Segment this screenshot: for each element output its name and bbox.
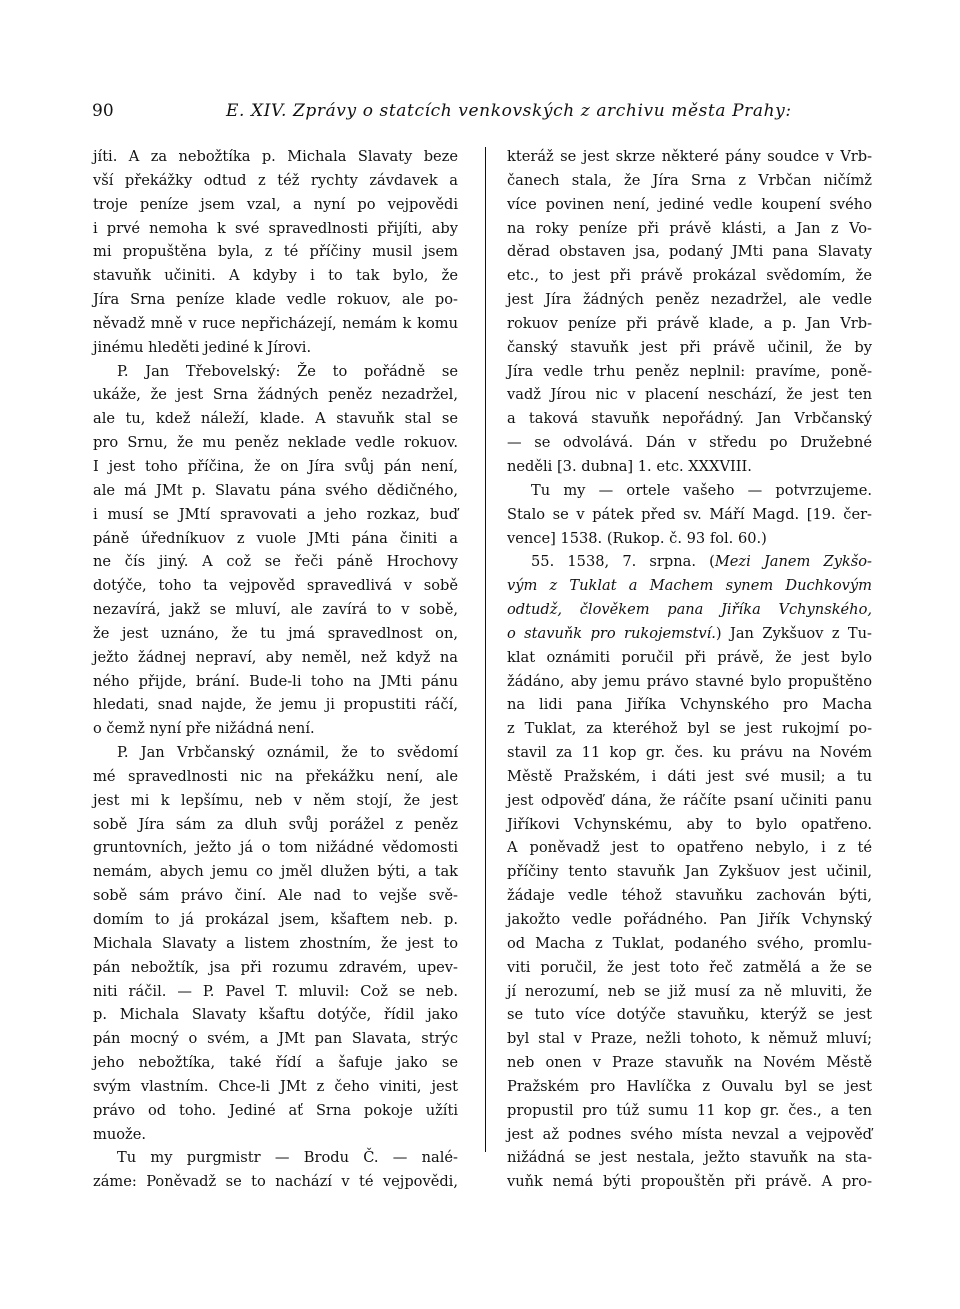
text-line: čanský stavuňk jest při právě učinil, že by <box>507 338 872 356</box>
text-line: Tu my purgmistr — Brodu Č. — nalé- <box>117 1149 458 1167</box>
column-divider <box>485 147 486 1152</box>
text-line: vuňk nemá býti propouštěn při právě. A pro- <box>507 1173 872 1191</box>
text-line: od Macha z Tuklat, podaného svého, promlu- <box>507 934 872 952</box>
text-line: — se odvolává. Dán v středu po Družebné <box>507 434 872 452</box>
text-line: právo od toho. Jediné ať Srna pokoje užíti <box>93 1101 458 1119</box>
text-line: jest až podnes svého místa nevzal a vejpověď <box>507 1125 872 1143</box>
text-line: na roky peníze při právě klásti, a Jan z Vo- <box>507 219 872 237</box>
left-column <box>93 145 458 1194</box>
text-line: jí nerozumí, neb se již musí za ně mluviti, že <box>507 982 872 1000</box>
text-line: Michala Slavaty a listem zhostním, že jest to <box>93 934 458 952</box>
text-line: ukáže, že jest Srna žádných peněz nezadržel, <box>93 386 458 404</box>
text-line: jíti. A za nebožtíka p. Michala Slavaty beze <box>93 148 458 165</box>
text-line: ježto žádnej nepraví, aby neměl, než když na <box>93 648 458 666</box>
text-fragment: ) Jan Zykšuov z Tu- <box>715 624 872 642</box>
text-line: vší překážky odtud z též rychty závdavek a <box>93 171 458 189</box>
text-line: Jíra vedle trhu peněz neplnil: pravíme, poně- <box>507 362 872 380</box>
text-line: troje peníze jsem vzal, a nyní po vejpovědi <box>93 195 458 213</box>
text-line: hledati, snad najde, že jemu ji propustiti ráčí, <box>93 696 458 714</box>
text-line: jinému hleděti jediné k Jírovi. <box>93 338 312 356</box>
text-line: pán mocný o svém, a JMt pan Slavata, strýc <box>93 1030 458 1048</box>
text-line: vadž Jírou nic v placení neschází, že jest ten <box>507 386 872 404</box>
text-line: Tu my — ortele vašeho — potvrzujeme. <box>531 481 872 499</box>
text-line: na lidi pana Jiříka Vchynského pro Macha <box>507 696 872 714</box>
text-line: nemám, abych jemu co jměl dlužen býti, a tak <box>93 863 458 881</box>
text-line: propustil pro túž sumu 11 kop gr. čes., a ten <box>507 1101 872 1119</box>
text-line: nižádná se jest nestala, ježto stavuňk na sta- <box>507 1149 872 1167</box>
text-line: mé spravedlnosti nic na překážku není, ale <box>93 767 458 785</box>
text-line: Pražském pro Havlíčka z Ouvalu byl se jest <box>507 1077 872 1095</box>
text-line: páně úředníkuov z vuole JMti pána činiti a <box>93 529 458 547</box>
text-line: příčiny tento stavuňk Jan Zykšuov jest učinil, <box>507 863 872 881</box>
text-line: více povinen není, jediné vedle koupení svého <box>507 195 872 213</box>
text-line: a taková stavuňk nepořádný. Jan Vrbčanský <box>507 410 872 428</box>
text-line: neb onen v Praze stavuňk na Novém Městě <box>507 1054 872 1072</box>
text-line: klat oznámiti poručil při právě, že jest bylo <box>507 648 872 666</box>
text-line: čanech stala, že Jíra Srna z Vrbčan ničímž <box>507 171 872 189</box>
text-line: ného přijde, brání. Bude-li toho na JMti pánu <box>93 672 458 690</box>
entry-summary: o stavuňk pro rukojemství. <box>507 624 716 642</box>
entry-summary: odtudž, člověkem pana Jiříka Vchynského, <box>507 601 872 619</box>
text-line: P. Jan Vrbčanský oznámil, že to svědomí <box>117 744 458 762</box>
text-line: i prvé nemoha k své spravedlnosti přijíti, aby <box>93 219 458 237</box>
text-line: i musí se JMtí spravovati a jeho rozkaz, buď <box>93 505 458 523</box>
text-line: o čemž nyní pře nižádná není. <box>93 720 315 738</box>
text-line: rokuov peníze při právě klade, a p. Jan Vrb- <box>507 314 872 332</box>
text-line: sobě Jíra sám za dluh svůj porážel z peněz <box>93 815 458 833</box>
running-title: E. XIV. Zprávy o statcích venkovských z archivu města Prahy: <box>226 101 792 121</box>
text-line: stavuňk učiniti. A kdyby i to tak bylo, že <box>93 267 458 285</box>
right-column <box>507 145 872 1194</box>
text-line: viti poručil, že jest toto řeč zatmělá a že se <box>507 958 872 976</box>
text-line: žádaje vedle téhož stavuňku zachován býti, <box>507 887 872 905</box>
text-line: že jest uznáno, že tu jmá spravedlnost on, <box>93 624 458 642</box>
text-line: etc., to jest při právě prokázal svědomím, že <box>507 267 872 285</box>
text-line: ne čís jiný. A což se řeči páně Hrochovy <box>93 553 458 571</box>
text-line: jakožto vedle pořádného. Pan Jiřík Vchynský <box>507 911 872 928</box>
text-line: gruntovních, ježto já o tom nižádné vědomosti <box>93 839 458 857</box>
text-line: p. Michala Slavaty kšaftu dotýče, řídil jako <box>93 1006 458 1024</box>
text-line: dotýče, toho ta vejpověd spravedlivá v sobě <box>93 577 458 595</box>
entry-number-date: 55. 1538, 7. srpna. ( <box>531 553 715 571</box>
text-line: muože. <box>93 1125 146 1143</box>
text-line: jest odpověď dána, že ráčíte psaní učiniti panu <box>507 791 872 809</box>
text-line: děrad obstaven jsa, podaný JMti pana Slavaty <box>507 243 872 261</box>
text-line: A poněvadž jest to opatřeno nebylo, i z té <box>507 839 872 857</box>
page-number: 90 <box>92 101 114 121</box>
text-line: něvadž mně v ruce nepřicházejí, nemám k komu <box>93 314 458 332</box>
text-line: záme: Poněvadž se to nachází v té vejpovědi, <box>93 1173 458 1191</box>
running-head <box>92 98 868 124</box>
text-line: domím to já prokázal jsem, kšaftem neb. p. <box>93 911 458 928</box>
text-line: sobě sám právo činí. Ale nad to vejše svě- <box>93 887 458 905</box>
text-line: P. Jan Třebovelský: Že to pořádně se <box>117 362 458 380</box>
entry-summary: Mezi Janem Zykšo- <box>714 553 872 571</box>
text-line: Jiříkovi Vchynskému, aby to bylo opatřeno. <box>507 815 872 833</box>
text-line: jest Jíra žádných peněz nezadržel, ale vedle <box>507 291 872 309</box>
text-line: žádáno, aby jemu právo stavné bylo propuštěno <box>507 672 872 690</box>
text-line: pro Srnu, že mu peněz neklade vedle rokuov. <box>93 434 458 452</box>
text-line: jest mi k lepšímu, neb v něm stojí, že jest <box>93 791 458 809</box>
text-line: nezavírá, jakž se mluví, ale zavírá to v sobě, <box>93 601 458 619</box>
text-line: niti ráčil. — P. Pavel T. mluvil: Což se neb. <box>93 982 458 1000</box>
text-line: Jíra Srna peníze klade vedle rokuov, ale po- <box>93 291 458 309</box>
text-line: ale má JMt p. Slavatu pána svého dědičného, <box>93 481 458 499</box>
text-line: stavil za 11 kop gr. čes. ku právu na Novém <box>507 744 872 762</box>
text-line: se tuto více dotýče stavuňku, kterýž se jest <box>507 1006 872 1024</box>
text-line: mi propuštěna byla, z té příčiny musil jsem <box>93 243 458 261</box>
text-line: Stalo se v pátek před sv. Máří Magd. [19. čer- <box>507 505 872 523</box>
text-line: vence] 1538. (Rukop. č. 93 fol. 60.) <box>507 529 767 547</box>
text-line: I jest toho příčina, že on Jíra svůj pán není, <box>93 457 458 475</box>
text-line: Městě Pražském, i dáti jest své musil; a tu <box>507 767 872 785</box>
text-line: kteráž se jest skrze některé pány soudce v Vrb- <box>507 148 872 165</box>
text-line: neděli [3. dubna] 1. etc. XXXVIII. <box>507 457 752 475</box>
text-line: z Tuklat, za kteréhož byl se jest rukojmí po- <box>507 720 872 738</box>
entry-summary: vým z Tuklat a Machem synem Duchkovým <box>507 577 872 595</box>
entry-heading-line <box>507 550 872 574</box>
text-line: byl stal v Praze, nežli tohoto, k němuž mluví; <box>507 1030 872 1048</box>
text-line: ale tu, kdež náleží, klade. A stavuňk stal se <box>93 410 458 428</box>
text-line: svým vlastním. Chce-li JMt z čeho viniti, jest <box>93 1077 458 1095</box>
text-line: jeho nebožtíka, také řídí a šafuje jako se <box>93 1054 458 1072</box>
text-line: pán nebožtík, jsa při rozumu zdravém, upev- <box>93 958 458 976</box>
entry-heading-line <box>507 622 872 646</box>
